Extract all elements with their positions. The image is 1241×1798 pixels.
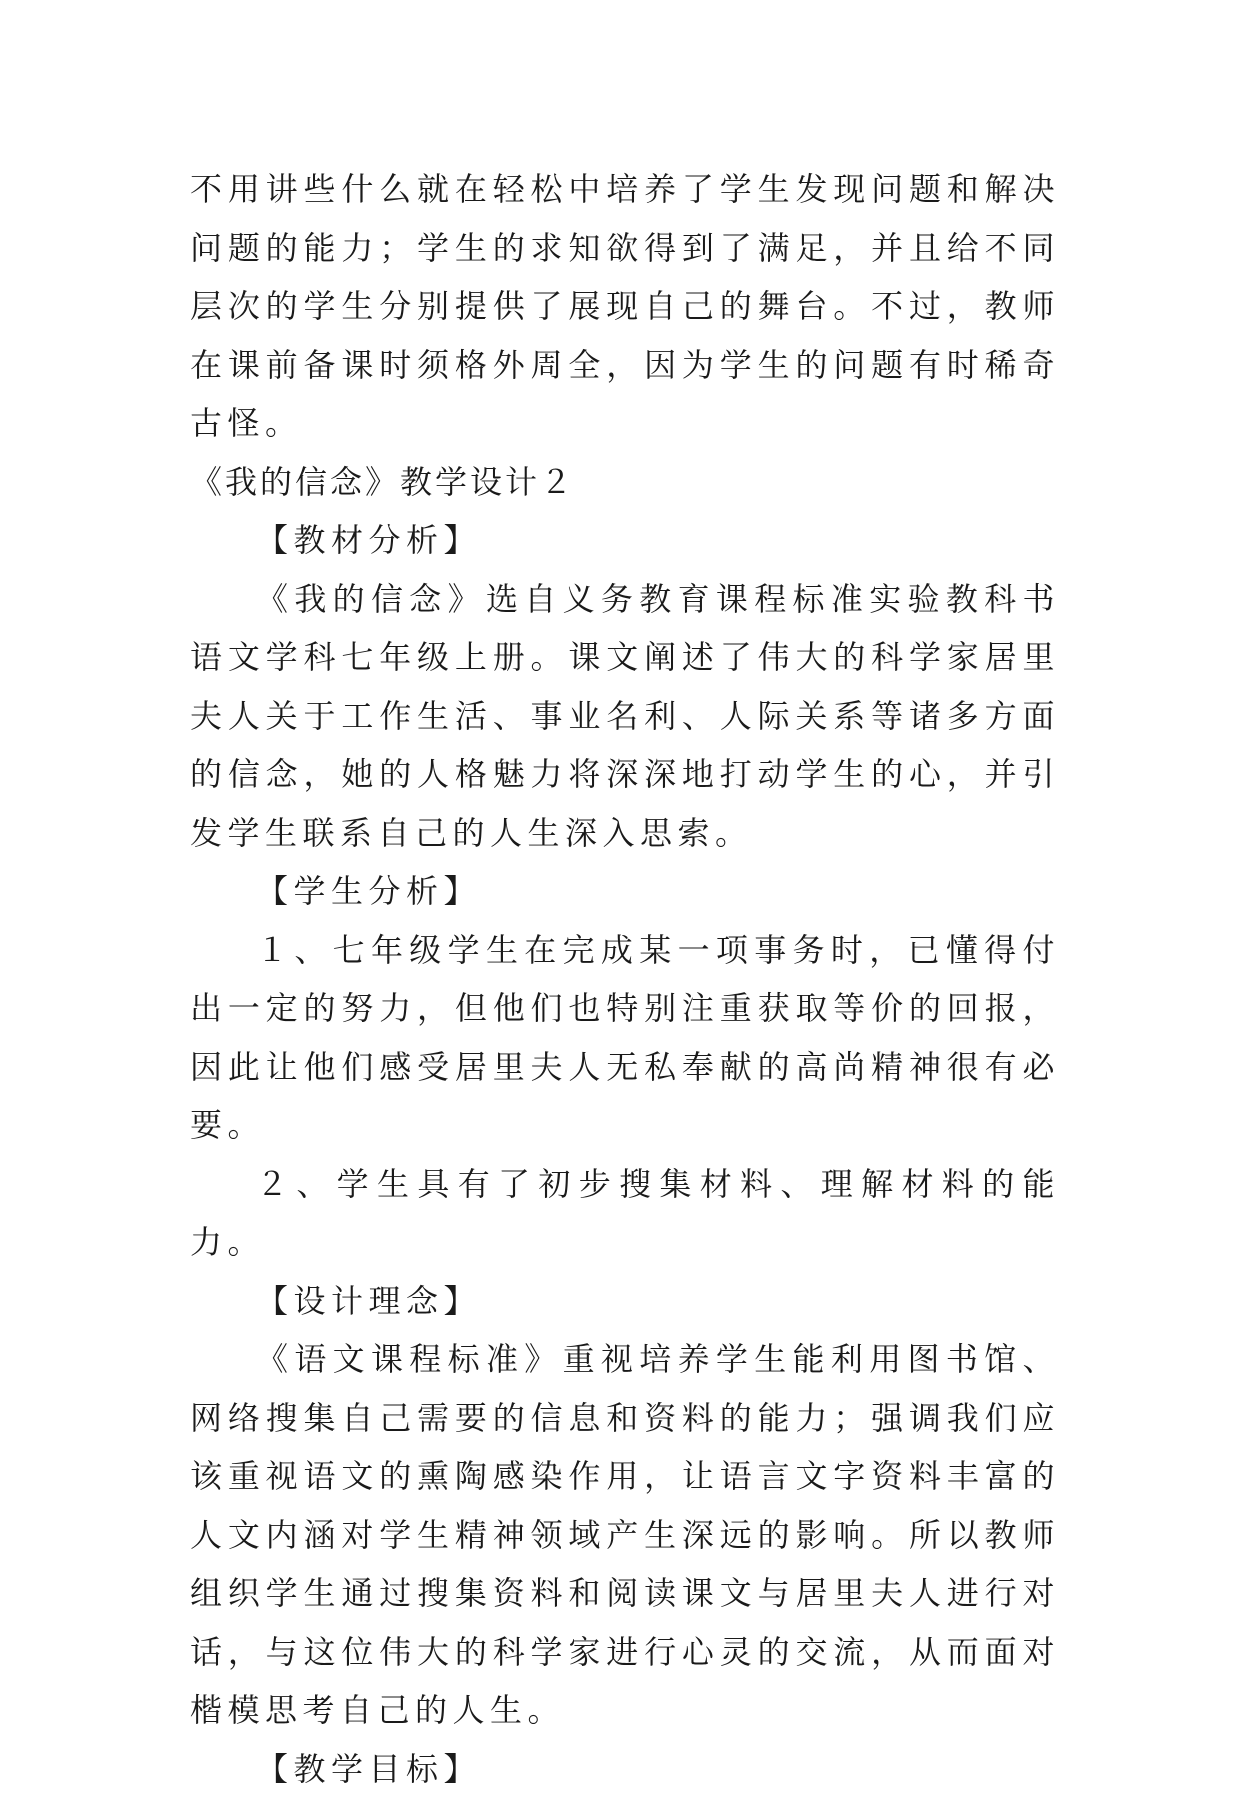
document-title: 《我的信念》教学设计２ [190, 453, 1060, 512]
design-concept-paragraph: 《语文课程标准》重视培养学生能利用图书馆、网络搜集自己需要的信息和资料的能力；强调我们应该重视语文的熏陶感染作用，让语言文字资料丰富的人文内涵对学生精神领域产生深远的影响。所以教师组织学生通过搜集资料和阅读课文与居里夫人进行对话，与这位伟大的科学家进行心灵的交流，从而面对楷模思考自己的人生。 [190, 1330, 1060, 1740]
heading-teaching-goals: 【教学目标】 [190, 1740, 1060, 1798]
intro-paragraph: 不用讲些什么就在轻松中培养了学生发现问题和解决问题的能力；学生的求知欲得到了满足，并且给不同层次的学生分别提供了展现自己的舞台。不过，教师在课前备课时须格外周全，因为学生的问题有时稀奇古怪。 [190, 160, 1060, 453]
heading-student-analysis: 【学生分析】 [190, 862, 1060, 921]
heading-design-concept: 【设计理念】 [190, 1272, 1060, 1331]
document-body [190, 160, 1060, 1798]
heading-material-analysis: 【教材分析】 [190, 511, 1060, 570]
material-analysis-paragraph: 《我的信念》选自义务教育课程标准实验教科书语文学科七年级上册。课文阐述了伟大的科学家居里夫人关于工作生活、事业名利、人际关系等诸多方面的信念，她的人格魅力将深深地打动学生的心，并引发学生联系自己的人生深入思索。 [190, 570, 1060, 863]
student-analysis-item-2: ２、学生具有了初步搜集材料、理解材料的能力。 [190, 1155, 1060, 1272]
student-analysis-item-1: １、七年级学生在完成某一项事务时，已懂得付出一定的努力，但他们也特别注重获取等价的回报，因此让他们感受居里夫人无私奉献的高尚精神很有必要。 [190, 921, 1060, 1155]
